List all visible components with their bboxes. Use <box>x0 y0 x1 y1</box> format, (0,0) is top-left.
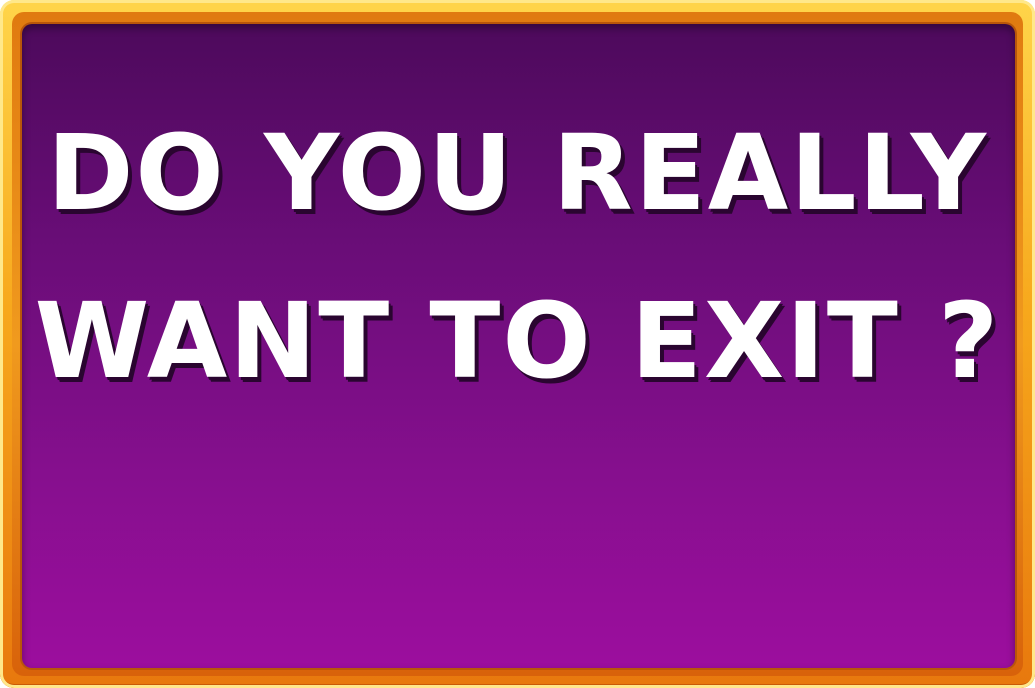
exit-question-line-2: WANT TO EXIT ? <box>34 280 1001 402</box>
exit-question-line-1: DO YOU REALLY <box>47 112 988 234</box>
